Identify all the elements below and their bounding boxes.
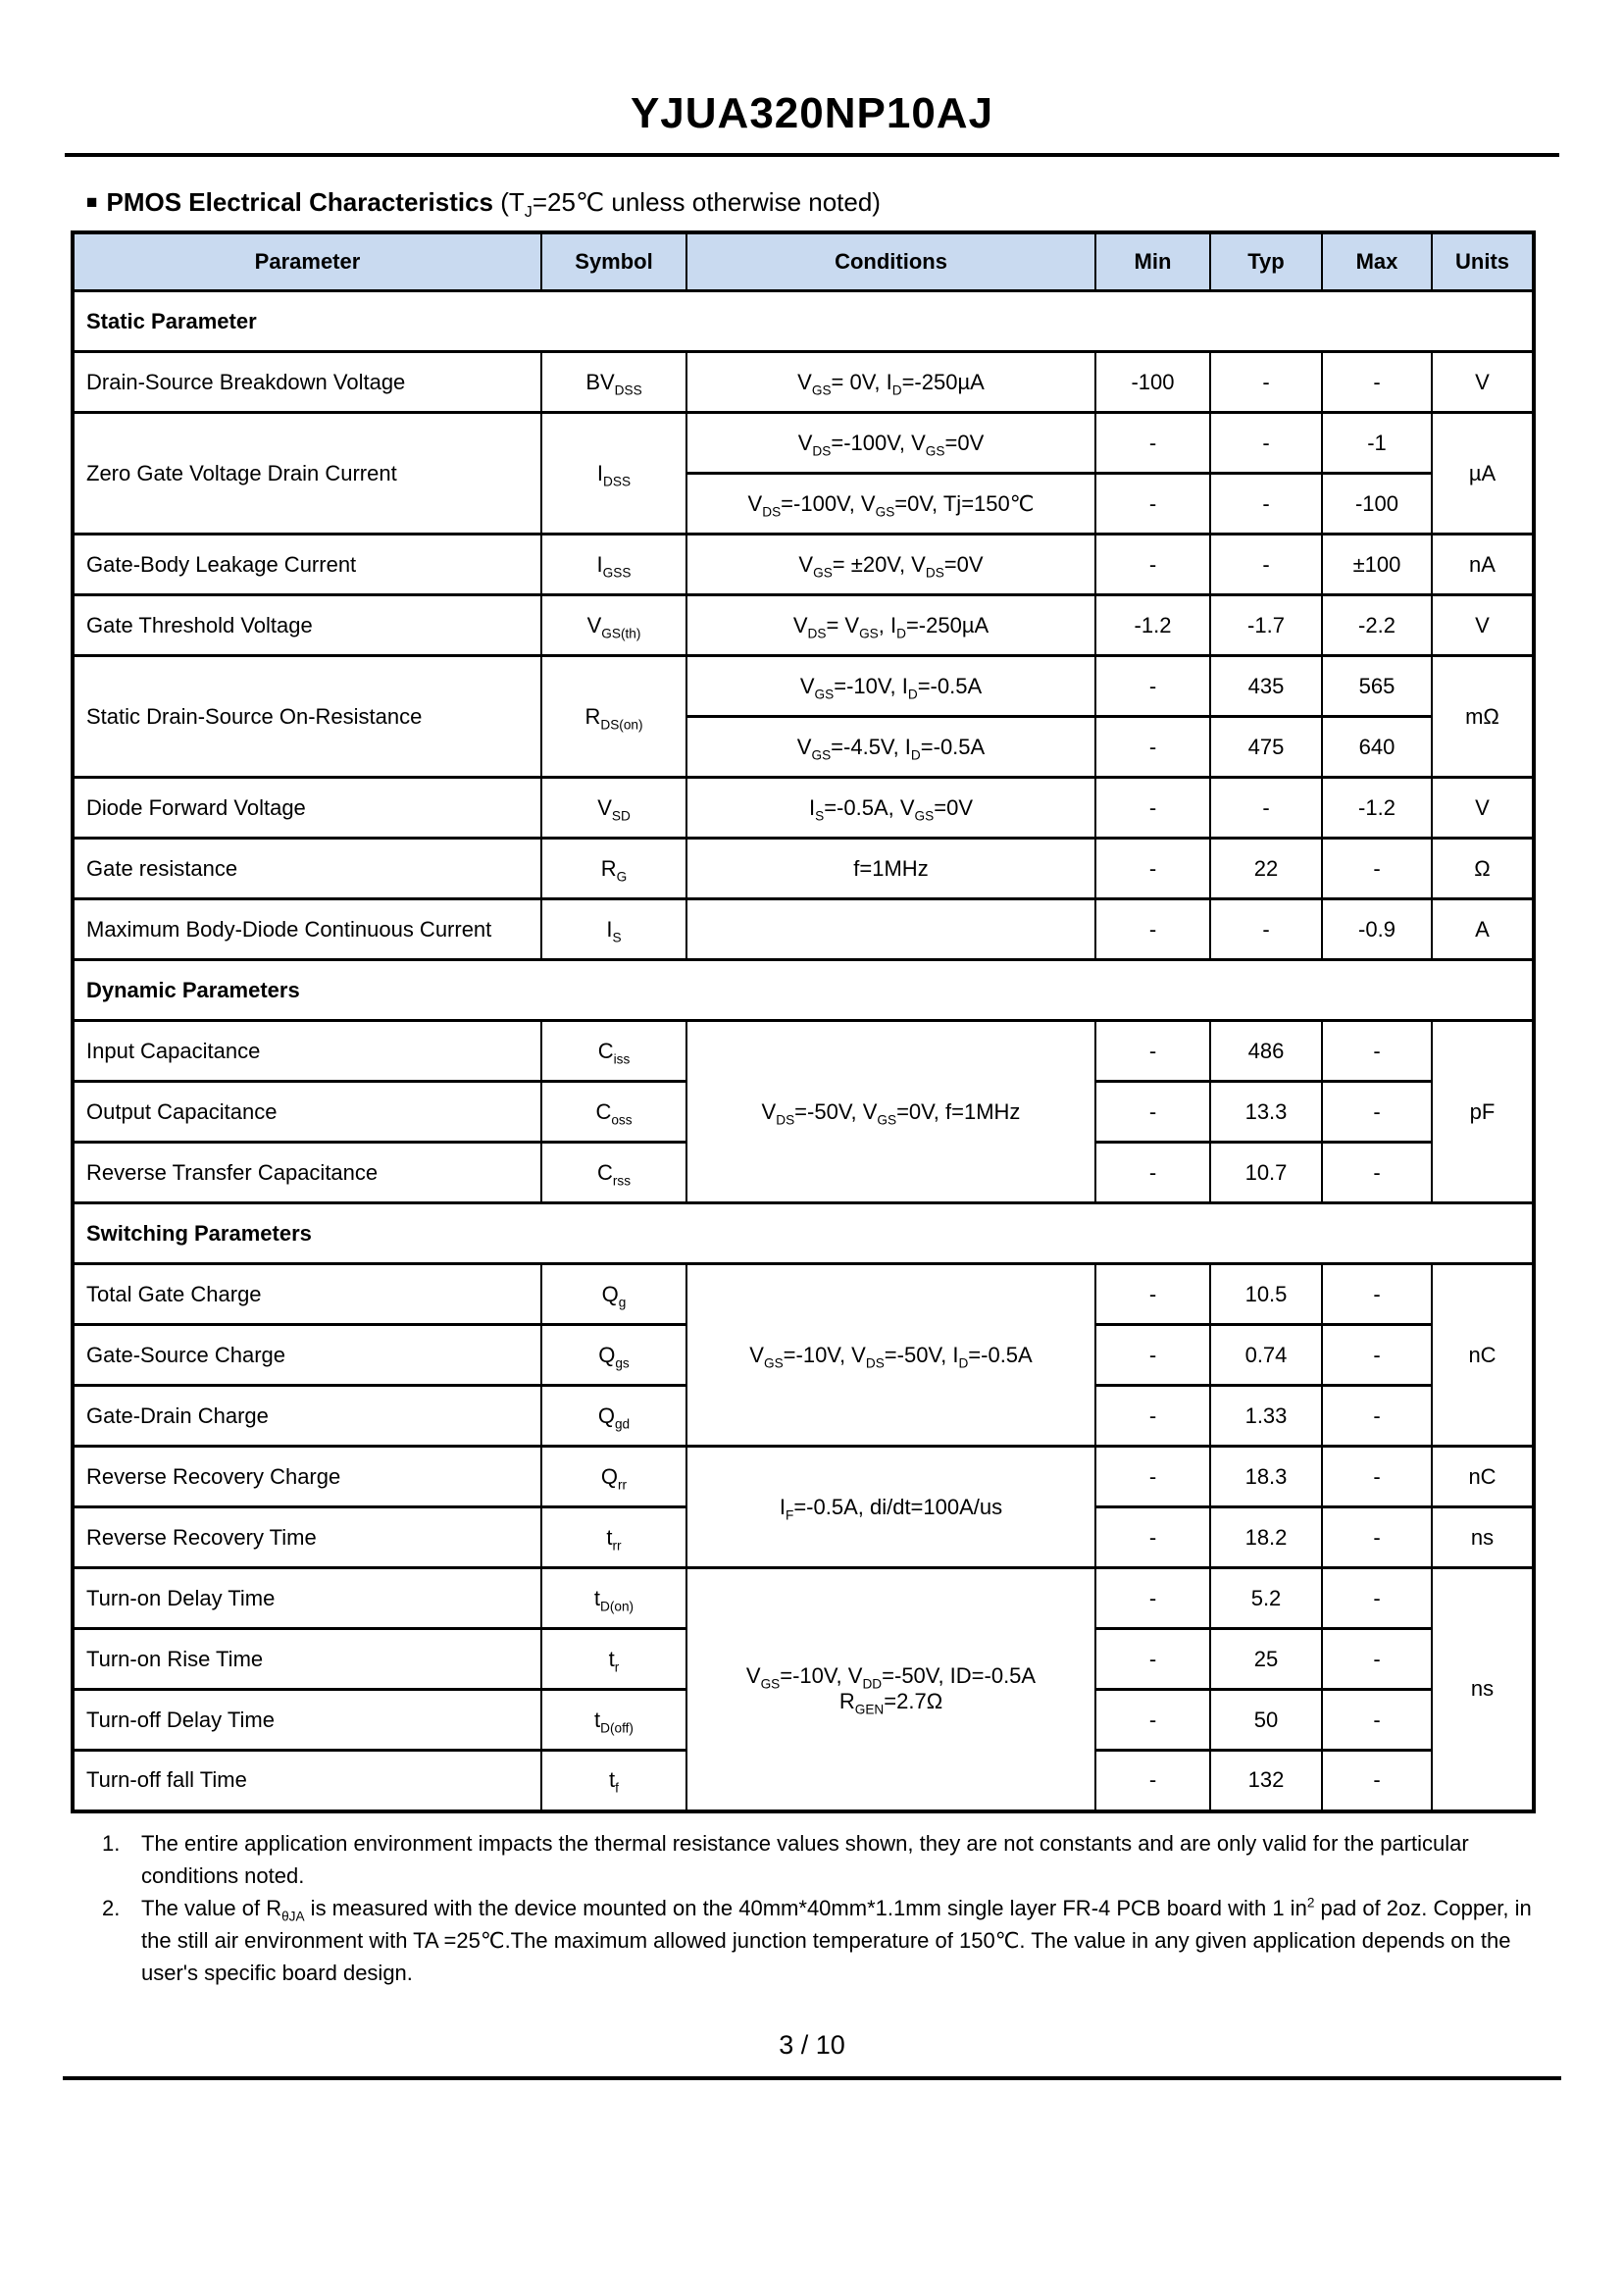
max-cell: -100	[1322, 474, 1432, 535]
units-cell: A	[1432, 899, 1534, 960]
symbol-cell: $Q_{rr}$	[541, 1447, 686, 1507]
parameter-cell: Maximum Body-Diode Continuous Current	[73, 899, 541, 960]
section-row-label: Switching Parameters	[73, 1203, 1534, 1264]
min-cell: -	[1095, 1568, 1210, 1629]
typ-cell: 132	[1210, 1751, 1322, 1811]
max-cell: -	[1322, 1629, 1432, 1690]
table-row	[73, 413, 1534, 474]
parameter-cell: Gate resistance	[73, 839, 541, 899]
note-item	[102, 1827, 1546, 1892]
units-cell: V	[1432, 595, 1534, 656]
footer-divider	[63, 2076, 1561, 2080]
typ-cell: 5.2	[1210, 1568, 1322, 1629]
min-cell: -	[1095, 656, 1210, 717]
conditions-cell: $V_{GS}=-10V$, $V_{DS}=-50V$, $I_D=-0.5A$	[686, 1264, 1095, 1447]
min-cell: -	[1095, 1386, 1210, 1447]
typ-cell: -	[1210, 535, 1322, 595]
column-header-typ: Typ	[1210, 232, 1322, 291]
symbol-cell: $R_{DS(on)}$	[541, 656, 686, 778]
parameter-cell: Reverse Transfer Capacitance	[73, 1143, 541, 1203]
min-cell: -	[1095, 1082, 1210, 1143]
min-cell: -	[1095, 1143, 1210, 1203]
max-cell: -1.2	[1322, 778, 1432, 839]
parameter-cell: Gate-Source Charge	[73, 1325, 541, 1386]
units-cell: ns	[1432, 1507, 1534, 1568]
section-row-label: Static Parameter	[73, 291, 1534, 352]
min-cell: -	[1095, 899, 1210, 960]
table-row	[73, 899, 1534, 960]
symbol-cell: $t_{rr}$	[541, 1507, 686, 1568]
parameter-cell: Turn-off fall Time	[73, 1751, 541, 1811]
parameter-cell: Reverse Recovery Time	[73, 1507, 541, 1568]
units-cell: V	[1432, 778, 1534, 839]
table-row	[73, 595, 1534, 656]
table-section-row	[73, 291, 1534, 352]
table-section-row	[73, 960, 1534, 1021]
max-cell: 640	[1322, 717, 1432, 778]
typ-cell: 22	[1210, 839, 1322, 899]
column-header-min: Min	[1095, 232, 1210, 291]
max-cell: -	[1322, 839, 1432, 899]
symbol-cell: $t_r$	[541, 1629, 686, 1690]
symbol-cell: $Q_{gd}$	[541, 1386, 686, 1447]
units-cell: Ω	[1432, 839, 1534, 899]
max-cell: -	[1322, 1507, 1432, 1568]
conditions-cell: $I_S=-0.5A$, $V_{GS}=0V$	[686, 778, 1095, 839]
min-cell: -	[1095, 839, 1210, 899]
characteristics-table	[71, 230, 1536, 1813]
parameter-cell: Reverse Recovery Charge	[73, 1447, 541, 1507]
typ-cell: -	[1210, 474, 1322, 535]
table-section-row	[73, 1203, 1534, 1264]
typ-cell: -	[1210, 352, 1322, 413]
table-row	[73, 1447, 1534, 1507]
symbol-cell: $I_S$	[541, 899, 686, 960]
min-cell: -	[1095, 474, 1210, 535]
note-item	[102, 1892, 1546, 1989]
column-header-units: Units	[1432, 232, 1534, 291]
notes-list	[102, 1827, 1546, 1989]
table-body	[73, 291, 1534, 1811]
symbol-cell: $BV_{DSS}$	[541, 352, 686, 413]
min-cell: -	[1095, 1751, 1210, 1811]
column-header-max: Max	[1322, 232, 1432, 291]
min-cell: -	[1095, 1629, 1210, 1690]
symbol-cell: $C_{oss}$	[541, 1082, 686, 1143]
min-cell: -	[1095, 717, 1210, 778]
symbol-cell: $Q_{gs}$	[541, 1325, 686, 1386]
conditions-cell: $I_F=-0.5A$, di/dt=100A/us	[686, 1447, 1095, 1568]
max-cell: -	[1322, 352, 1432, 413]
parameter-cell: Drain-Source Breakdown Voltage	[73, 352, 541, 413]
typ-cell: 18.3	[1210, 1447, 1322, 1507]
title-divider	[65, 153, 1559, 157]
section-row-label: Dynamic Parameters	[73, 960, 1534, 1021]
max-cell: -	[1322, 1690, 1432, 1751]
max-cell: -	[1322, 1386, 1432, 1447]
conditions-cell: $V_{DS}=-50V$, $V_{GS}=0V$, f=1MHz	[686, 1021, 1095, 1203]
units-cell: V	[1432, 352, 1534, 413]
max-cell: -	[1322, 1447, 1432, 1507]
page-title: YJUA320NP10AJ	[630, 89, 994, 137]
typ-cell: 25	[1210, 1629, 1322, 1690]
conditions-cell: $V_{DS}=-100V$, $V_{GS}=0V$, Tj=150℃	[686, 474, 1095, 535]
parameter-cell: Turn-on Rise Time	[73, 1629, 541, 1690]
symbol-cell: $C_{rss}$	[541, 1143, 686, 1203]
table-row	[73, 839, 1534, 899]
symbol-cell: $R_G$	[541, 839, 686, 899]
parameter-cell: Gate Threshold Voltage	[73, 595, 541, 656]
symbol-cell: $I_{GSS}$	[541, 535, 686, 595]
units-cell: nC	[1432, 1447, 1534, 1507]
max-cell: 565	[1322, 656, 1432, 717]
parameter-cell: Zero Gate Voltage Drain Current	[73, 413, 541, 535]
max-cell: -	[1322, 1082, 1432, 1143]
parameter-cell: Gate-Body Leakage Current	[73, 535, 541, 595]
typ-cell: -	[1210, 778, 1322, 839]
units-cell: µA	[1432, 413, 1534, 535]
parameter-cell: Input Capacitance	[73, 1021, 541, 1082]
section-bullet-icon: ■	[86, 192, 98, 213]
typ-cell: 18.2	[1210, 1507, 1322, 1568]
parameter-cell: Turn-off Delay Time	[73, 1690, 541, 1751]
parameter-cell: Total Gate Charge	[73, 1264, 541, 1325]
table-header	[73, 232, 1534, 291]
table-row	[73, 1264, 1534, 1325]
symbol-cell: $t_{D(off)}$	[541, 1690, 686, 1751]
min-cell: -	[1095, 535, 1210, 595]
max-cell: ±100	[1322, 535, 1432, 595]
units-cell: nC	[1432, 1264, 1534, 1447]
min-cell: -	[1095, 1447, 1210, 1507]
table-row	[73, 1021, 1534, 1082]
conditions-cell	[686, 899, 1095, 960]
table-row	[73, 778, 1534, 839]
note-number: 2.	[102, 1895, 121, 1920]
column-header-parameter: Parameter	[73, 232, 541, 291]
min-cell: -	[1095, 1690, 1210, 1751]
conditions-cell: f=1MHz	[686, 839, 1095, 899]
max-cell: -	[1322, 1264, 1432, 1325]
max-cell: -	[1322, 1325, 1432, 1386]
conditions-cell: $V_{GS}=-10V$, $I_D=-0.5A$	[686, 656, 1095, 717]
max-cell: -1	[1322, 413, 1432, 474]
symbol-cell: $V_{SD}$	[541, 778, 686, 839]
min-cell: -	[1095, 1325, 1210, 1386]
parameter-cell: Gate-Drain Charge	[73, 1386, 541, 1447]
table-row	[73, 352, 1534, 413]
min-cell: -	[1095, 778, 1210, 839]
typ-cell: 435	[1210, 656, 1322, 717]
parameter-cell: Output Capacitance	[73, 1082, 541, 1143]
min-cell: -	[1095, 1507, 1210, 1568]
typ-cell: 1.33	[1210, 1386, 1322, 1447]
section-heading-conditions: ($T_J=25℃$ unless otherwise noted)	[493, 187, 881, 222]
max-cell: -0.9	[1322, 899, 1432, 960]
units-cell: nA	[1432, 535, 1534, 595]
max-cell: -	[1322, 1143, 1432, 1203]
max-cell: -	[1322, 1568, 1432, 1629]
parameter-cell: Diode Forward Voltage	[73, 778, 541, 839]
symbol-cell: $I_{DSS}$	[541, 413, 686, 535]
typ-cell: 10.7	[1210, 1143, 1322, 1203]
typ-cell: -1.7	[1210, 595, 1322, 656]
table-row	[73, 1568, 1534, 1629]
symbol-cell: $V_{GS(th)}$	[541, 595, 686, 656]
min-cell: -	[1095, 413, 1210, 474]
units-cell: mΩ	[1432, 656, 1534, 778]
section-heading	[86, 186, 1565, 222]
section-heading-title: PMOS Electrical Characteristics	[106, 187, 494, 217]
conditions-cell: $V_{DS}=-100V$, $V_{GS}=0V$	[686, 413, 1095, 474]
typ-cell: -	[1210, 899, 1322, 960]
max-cell: -	[1322, 1021, 1432, 1082]
typ-cell: 13.3	[1210, 1082, 1322, 1143]
conditions-cell: $V_{GS}= 0V$, $I_D=-250\mu A$	[686, 352, 1095, 413]
column-header-conditions: Conditions	[686, 232, 1095, 291]
units-cell: ns	[1432, 1568, 1534, 1811]
note-text: The entire application environment impacts the thermal resistance values shown, they are not constants and are only valid for the particular conditions noted.	[141, 1830, 1469, 1888]
typ-cell: 486	[1210, 1021, 1322, 1082]
conditions-cell: $V_{DS}= V_{GS}$, $I_D=-250\mu A$	[686, 595, 1095, 656]
typ-cell: -	[1210, 413, 1322, 474]
parameter-cell: Turn-on Delay Time	[73, 1568, 541, 1629]
parameter-cell: Static Drain-Source On-Resistance	[73, 656, 541, 778]
symbol-cell: $C_{iss}$	[541, 1021, 686, 1082]
typ-cell: 50	[1210, 1690, 1322, 1751]
symbol-cell: $t_{D(on)}$	[541, 1568, 686, 1629]
max-cell: -2.2	[1322, 595, 1432, 656]
typ-cell: 0.74	[1210, 1325, 1322, 1386]
symbol-cell: $t_f$	[541, 1751, 686, 1811]
min-cell: -	[1095, 1021, 1210, 1082]
column-header-symbol: Symbol	[541, 232, 686, 291]
conditions-cell: $V_{GS}= \pm 20V$, $V_{DS}=0V$	[686, 535, 1095, 595]
note-text: The value of $R_{\theta JA}$ is measured with the device mounted on the 40mm*40mm*1.1mm single layer FR-4 PCB board with 1 $in^2$ pad of 2oz. Copper, in the still air environment with TA =25℃.The maximum allowed junction temperature of 150℃. The value in any given application depends on the user's specific board design.	[141, 1895, 1532, 1985]
page-number: 3 / 10	[779, 2029, 845, 2060]
min-cell: -1.2	[1095, 595, 1210, 656]
units-cell: pF	[1432, 1021, 1534, 1203]
min-cell: -	[1095, 1264, 1210, 1325]
table-row	[73, 656, 1534, 717]
conditions-cell: $V_{GS}=-4.5V$, $I_D=-0.5A$	[686, 717, 1095, 778]
conditions-cell: $V_{GS}=-10V$, $V_{DD}=-50V$, ID=-0.5A $R_{GEN}=2.7\Omega$	[686, 1568, 1095, 1811]
table-row	[73, 535, 1534, 595]
symbol-cell: $Q_g$	[541, 1264, 686, 1325]
max-cell: -	[1322, 1751, 1432, 1811]
table-header-row	[73, 232, 1534, 291]
min-cell: -100	[1095, 352, 1210, 413]
typ-cell: 475	[1210, 717, 1322, 778]
note-number: 1.	[102, 1830, 121, 1856]
typ-cell: 10.5	[1210, 1264, 1322, 1325]
